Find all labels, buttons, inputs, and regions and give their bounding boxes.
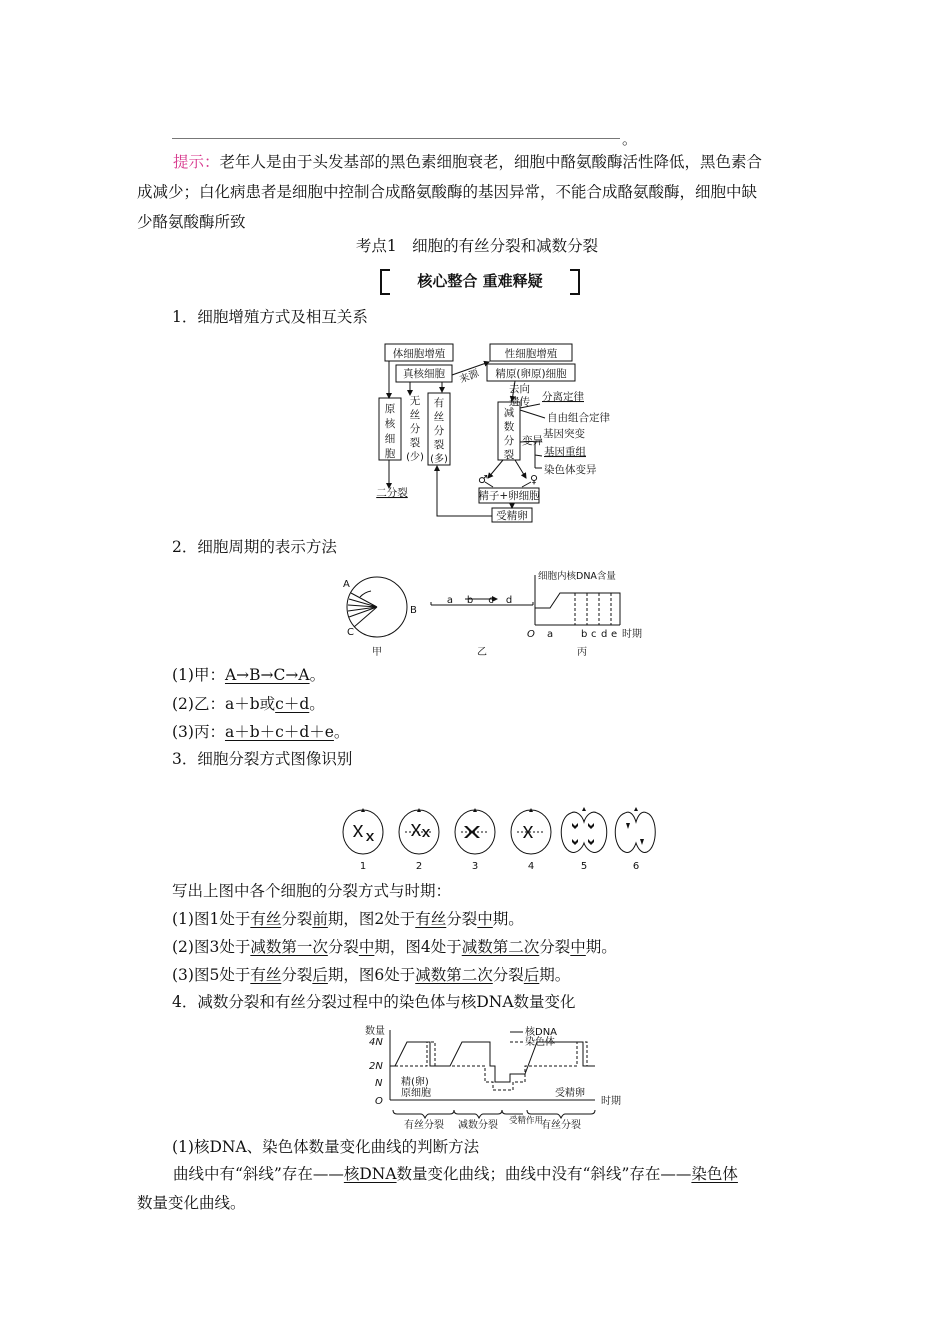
label-germ: 精原(卵原)细胞 bbox=[495, 368, 567, 380]
label-assortment: 自由组合定律 bbox=[547, 412, 610, 424]
label-amitosis-1: 无 bbox=[409, 395, 421, 407]
section-banner bbox=[380, 269, 580, 293]
label-mutation: 基因突变 bbox=[543, 428, 585, 440]
label-variation: 变异 bbox=[522, 435, 543, 447]
legend-dna: 核DNA bbox=[525, 1027, 558, 1038]
item3-answer-3: (3)图5处于有丝分裂后期，图6处于减数第二次分裂后期。 bbox=[172, 966, 571, 984]
tip-line-1: 老年人是由于头发基部的黑色素细胞衰老，细胞中酪氨酸酶活性降低，黑色素合 bbox=[219, 153, 763, 171]
answer-chromosome-curve: 染色体 bbox=[691, 1165, 738, 1183]
fig-c-tick-a: a bbox=[547, 629, 554, 640]
phase-mitosis-2: 有丝分裂 bbox=[541, 1120, 581, 1130]
chart-xlabel: 时期 bbox=[601, 1096, 621, 1107]
fig-b-a: a bbox=[446, 595, 454, 606]
fig-b-b: b bbox=[466, 595, 474, 606]
female-symbol: ♀ bbox=[530, 473, 539, 486]
item4-title: 4．减数分裂和有丝分裂过程中的染色体与核DNA数量变化 bbox=[172, 993, 576, 1011]
label-amitosis-5: (少) bbox=[406, 452, 424, 463]
fig-c-origin: O bbox=[527, 629, 535, 640]
label-meiosis-4: 裂 bbox=[503, 449, 515, 461]
tip-line-2: 成减少；白化病患者是细胞中控制合成酪氨酸酶的基因异常，不能合成酪氨酸酶，细胞中缺 bbox=[137, 183, 758, 201]
banner-right-bracket bbox=[570, 269, 580, 295]
cell-proliferation-diagram bbox=[370, 340, 630, 525]
label-mitosis-2: 丝 bbox=[433, 411, 445, 423]
label-prokaryote-4: 胞 bbox=[384, 448, 396, 460]
label-recombination: 基因重组 bbox=[544, 446, 586, 458]
cell-cycle-figures bbox=[335, 565, 655, 660]
cell-5 bbox=[561, 812, 607, 852]
label-mitosis-4: 裂 bbox=[433, 439, 445, 451]
fig-b-c: c bbox=[488, 595, 494, 606]
item3-title: 3．细胞分裂方式图像识别 bbox=[172, 750, 353, 768]
fig-a-arc bbox=[360, 591, 371, 597]
phase-mitosis-1: 有丝分裂 bbox=[404, 1120, 444, 1130]
answer-dna-curve: 核DNA bbox=[343, 1165, 397, 1183]
fig-c-axes bbox=[535, 575, 620, 625]
item3-answer-2: (2)图3处于减数第一次分裂中期，图4处于减数第二次分裂中期。 bbox=[172, 938, 617, 956]
fig-c-xlabel: 时期 bbox=[622, 629, 642, 640]
fig-c-tick-b: b bbox=[581, 629, 588, 640]
legend-chromosome: 染色体 bbox=[525, 1037, 555, 1048]
label-binary-fission: 二分裂 bbox=[376, 487, 408, 499]
label-chromosome-variation: 染色体变异 bbox=[544, 464, 597, 476]
fig-b-caption: 乙 bbox=[477, 647, 487, 658]
label-amitosis-4: 裂 bbox=[409, 437, 421, 449]
answer-fig-a: A→B→C→A bbox=[224, 666, 310, 684]
cell-label-2: 2 bbox=[415, 861, 423, 872]
fig-b-d: d bbox=[505, 595, 513, 606]
label-amitosis-3: 分 bbox=[409, 423, 421, 435]
fig-c-tick-e: e bbox=[611, 629, 618, 640]
label-sexual: 性细胞增殖 bbox=[504, 348, 558, 360]
label-mitosis-1: 有 bbox=[433, 397, 445, 409]
y-tick-o: O bbox=[375, 1096, 383, 1107]
label-source: 来源 bbox=[458, 368, 481, 386]
item2-answer-1: (1)甲：A→B→C→A。 bbox=[172, 666, 326, 684]
answer-fig-c: a＋b＋c＋d＋e bbox=[224, 723, 334, 741]
label-gametes: 精子+卵细胞 bbox=[478, 490, 540, 502]
dna-chromosome-chart bbox=[355, 1022, 645, 1130]
phase-meiosis: 减数分裂 bbox=[458, 1120, 498, 1130]
fig-c-caption: 丙 bbox=[577, 647, 587, 658]
male-symbol: ♂ bbox=[478, 473, 488, 486]
label-somatic: 体细胞增殖 bbox=[392, 348, 446, 360]
fig-a-label-a: A bbox=[343, 579, 350, 590]
answer-blank-period: 。 bbox=[622, 130, 638, 148]
y-tick-n: N bbox=[375, 1078, 383, 1089]
fig-a-label-b: B bbox=[410, 605, 417, 616]
fig-c-dashes bbox=[575, 593, 611, 625]
label-mitosis-5: (多) bbox=[430, 454, 448, 465]
fig-c-ylabel: 细胞内核DNA含量 bbox=[538, 571, 616, 582]
cell-label-1: 1 bbox=[359, 861, 367, 872]
fig-a-caption: 甲 bbox=[372, 647, 382, 658]
germ-cell-label-1: 精(卵) bbox=[401, 1077, 429, 1088]
fig-c-curve bbox=[535, 593, 620, 625]
label-prokaryote-2: 核 bbox=[384, 418, 396, 430]
banner-text: 核心整合 重难释疑 bbox=[417, 272, 543, 290]
item2-answer-3: (3)丙：a＋b＋c＋d＋e。 bbox=[172, 723, 350, 741]
item2-answer-2: (2)乙：a＋b或c＋d。 bbox=[172, 695, 325, 713]
chart-ylabel: 数量 bbox=[365, 1026, 385, 1037]
zygote-label: 受精卵 bbox=[555, 1088, 585, 1099]
cell-label-6: 6 bbox=[632, 861, 640, 872]
y-tick-4n: 4N bbox=[369, 1037, 383, 1048]
label-zygote: 受精卵 bbox=[496, 510, 528, 522]
item1-title: 1．细胞增殖方式及相互关系 bbox=[172, 308, 368, 326]
label-heredity: 遗传 bbox=[509, 396, 530, 408]
cell-label-5: 5 bbox=[580, 861, 588, 872]
cell-division-images bbox=[338, 805, 658, 873]
label-segregation: 分离定律 bbox=[542, 391, 584, 403]
label-prokaryote-1: 原 bbox=[384, 403, 396, 415]
label-prokaryote-3: 细 bbox=[384, 433, 396, 445]
cell-label-3: 3 bbox=[471, 861, 479, 872]
label-meiosis-3: 分 bbox=[503, 435, 515, 447]
section-title: 考点1 细胞的有丝分裂和减数分裂 bbox=[355, 237, 599, 255]
cell-label-4: 4 bbox=[527, 861, 535, 872]
germ-cell-label-2: 原细胞 bbox=[401, 1088, 431, 1099]
fig-a-rays bbox=[348, 593, 377, 627]
dna-curve bbox=[390, 1042, 595, 1082]
item4-subtitle: (1)核DNA、染色体数量变化曲线的判断方法 bbox=[172, 1138, 480, 1156]
cell-6 bbox=[615, 812, 655, 852]
answer-fig-b: c＋d bbox=[275, 695, 310, 713]
item3-question: 写出上图中各个细胞的分裂方式与时期： bbox=[172, 882, 452, 900]
label-meiosis-2: 数 bbox=[503, 421, 515, 433]
tip-paragraph bbox=[137, 147, 817, 237]
label-amitosis-2: 丝 bbox=[409, 409, 421, 421]
label-eukaryote: 真核细胞 bbox=[403, 368, 445, 380]
phase-fertilization: 受精作用 bbox=[508, 1116, 544, 1126]
banner-left-bracket bbox=[380, 269, 390, 295]
phase-braces bbox=[393, 1110, 595, 1118]
fig-a-label-c: C bbox=[347, 627, 354, 638]
y-tick-2n: 2N bbox=[369, 1061, 383, 1072]
cell-1 bbox=[343, 810, 383, 854]
fig-c-tick-d: d bbox=[601, 629, 608, 640]
label-meiosis-1: 减 bbox=[503, 407, 515, 419]
label-mitosis-3: 分 bbox=[433, 425, 445, 437]
tip-label: 提示： bbox=[173, 153, 220, 171]
item2-title: 2．细胞周期的表示方法 bbox=[172, 538, 337, 556]
item3-answer-1: (1)图1处于有丝分裂前期，图2处于有丝分裂中期。 bbox=[172, 910, 524, 928]
tip-line-3: 少酪氨酸酶所致 bbox=[137, 213, 246, 231]
item4-paragraph: 曲线中有“斜线”存在——核DNA数量变化曲线；曲线中没有“斜线”存在——染色体 数量变化曲线。 bbox=[137, 1165, 738, 1212]
label-fate: 去向 bbox=[509, 383, 530, 395]
fig-c-tick-c: c bbox=[591, 629, 597, 640]
answer-blank-line bbox=[172, 138, 620, 139]
